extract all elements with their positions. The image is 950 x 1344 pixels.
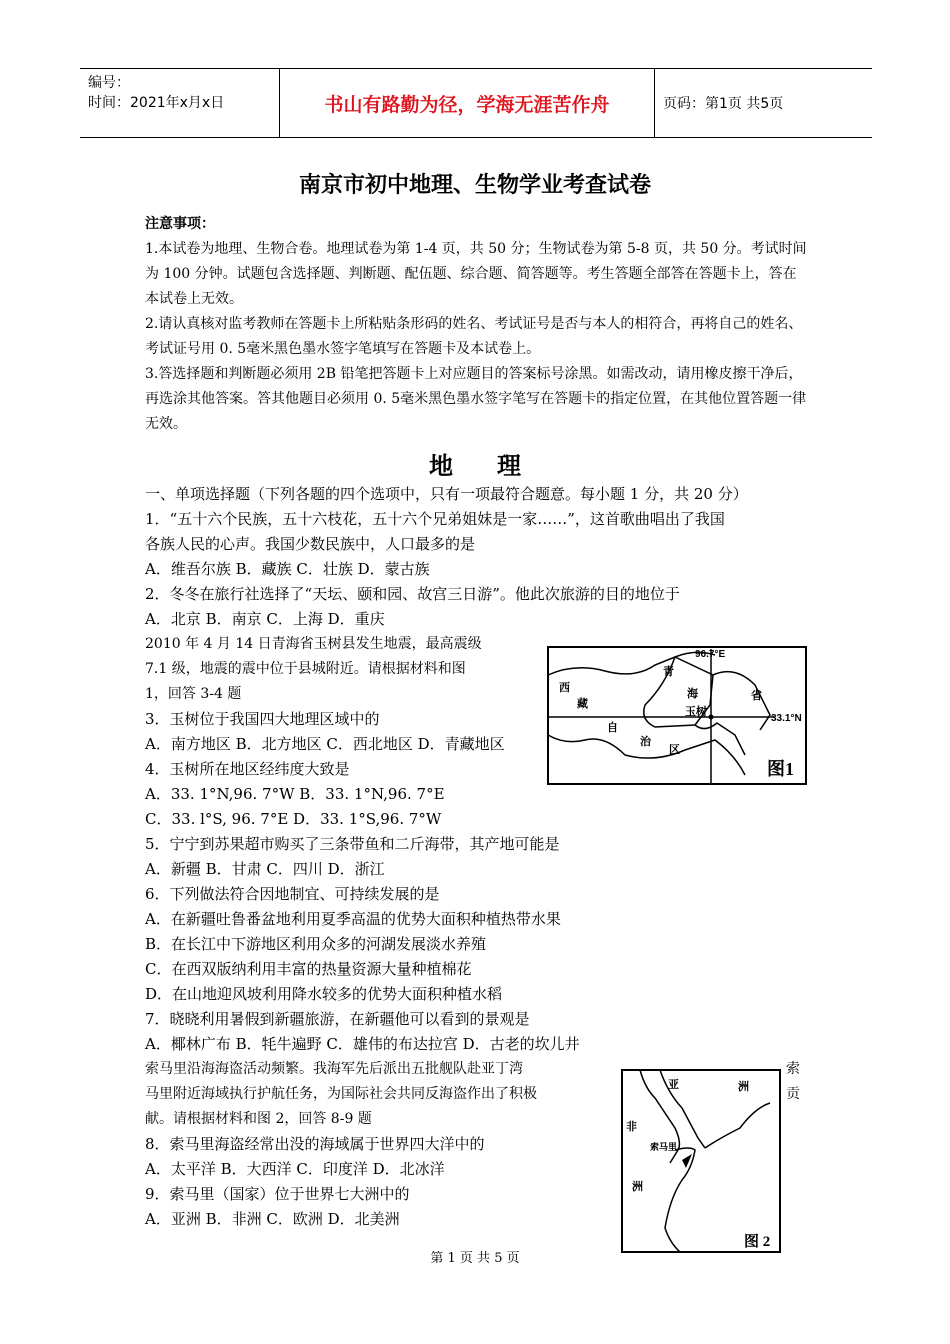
map1-label: 治: [640, 735, 651, 748]
side-char: 贡: [786, 1086, 800, 1102]
question-line: C．在西双版纳利用丰富的热量资源大量种植棉花: [145, 960, 472, 978]
map1-label: 青: [663, 665, 674, 678]
header-meta: [80, 69, 280, 137]
map1-label: 海: [687, 687, 698, 700]
question-line: A．新疆 B．甘肃 C．四川 D．浙江: [145, 860, 385, 878]
map1-yushu-dot: [709, 715, 714, 720]
question-line: 3．玉树位于我国四大地理区域中的: [145, 710, 380, 728]
question-line: A．北京 B．南京 C．上海 D．重庆: [145, 610, 385, 628]
question-line: B．在长江中下游地区利用众多的河湖发展淡水养殖: [145, 935, 487, 953]
map2-label: 洲: [632, 1180, 643, 1193]
exam-title: 南京市初中地理、生物学业考查试卷: [298, 172, 651, 198]
question-line: 1．“五十六个民族，五十六枝花，五十六个兄弟姐妹是一家……”，这首歌曲唱出了我国: [145, 510, 725, 528]
map1-lat-label: 33.1°N: [771, 713, 802, 724]
question-line: 2．冬冬在旅行社选择了“天坛、颐和园、故宫三日游”。他此次旅游的目的地位于: [145, 585, 680, 603]
header-page-info: 页码：第1页 共5页: [663, 96, 784, 112]
map1-lon-label: 96.7°E: [695, 649, 726, 660]
map1-label: 省: [751, 689, 762, 702]
question-line: A．在新疆吐鲁番盆地利用夏季高温的优势大面积种植热带水果: [145, 910, 561, 928]
map2-label: 亚: [668, 1078, 679, 1091]
map2-label: 非: [626, 1120, 637, 1133]
page-footer: 第 1 页 共 5 页: [430, 1251, 520, 1266]
map1-label: 自: [607, 721, 618, 734]
note-item: 2.请认真核对监考教师在答题卡上所粘贴条形码的姓名、考试证号是否与本人的相符合，再将自己的姓名、考试证号用 0. 5毫米黑色墨水签字笔填写在答题卡及本试卷上。: [145, 316, 803, 357]
question-line: 5．宁宁到苏果超市购买了三条带鱼和二斤海带，其产地可能是: [145, 835, 560, 853]
question-line: 6．下列做法符合因地制宜、可持续发展的是: [145, 885, 440, 903]
note-item: 3.答选择题和判断题必须用 2B 铅笔把答题卡上对应题目的答案标号涂黑。如需改动，请用橡皮擦干净后，再选涂其他答案。答其他题目必须用 0. 5毫米黑色墨水签字笔写在答题卡的指定位置，在其他位置答题一律无效。: [145, 366, 807, 432]
map1-label: 区: [669, 743, 680, 756]
question-line: C．33. l°S, 96. 7°E D．33. 1°S,96. 7°W: [145, 810, 442, 828]
section-title: 地理: [429, 451, 565, 480]
question-line: 4．玉树所在地区经纬度大致是: [145, 760, 350, 778]
map1-label: 玉树: [685, 705, 707, 718]
question-line: A．南方地区 B．北方地区 C．西北地区 D．青藏地区: [145, 735, 505, 753]
map2-frame: [622, 1070, 780, 1252]
question-line: A．太平洋 B．大西洋 C．印度洋 D．北冰洋: [145, 1160, 445, 1178]
map1-caption: 图1: [767, 759, 794, 779]
note-item: 1.本试卷为地理、生物合卷。地理试卷为第 1-4 页，共 50 分；生物试卷为第 5-8 页，共 50 分。考试时间为 100 分钟。试题包含选择题、判断题、配伍题、综合题、简答题等。考生答题全部答在答题卡上，答在本试卷上无效。: [145, 241, 807, 307]
page-header: [80, 68, 872, 138]
question-line: 马里附近海域执行护航任务，为国际社会共同反海盗作出了积极: [145, 1086, 537, 1102]
question-line: 8．索马里海盗经常出没的海域属于世界四大洋中的: [145, 1135, 485, 1153]
question-line: 2010 年 4 月 14 日青海省玉树县发生地震，最高震级: [145, 636, 482, 652]
code-label: 编号：: [88, 75, 130, 91]
map2-label: 索马里: [650, 1143, 678, 1153]
map1-label: 西: [559, 681, 570, 694]
question-line: 9．索马里（国家）位于世界七大洲中的: [145, 1185, 410, 1203]
map2-caption: 图 2: [744, 1234, 771, 1250]
map-figure-2: [620, 1068, 782, 1254]
question-line: 索马里沿海海盗活动频繁。我海军先后派出五批舰队赴亚丁湾: [145, 1061, 523, 1077]
notes-heading: 注意事项：: [145, 216, 215, 232]
time-label: 时间：2021年x月x日: [88, 95, 225, 111]
question-line: A．维吾尔族 B．藏族 C．壮族 D．蒙古族: [145, 560, 430, 578]
map1-label: 藏: [577, 697, 588, 710]
question-line: D．在山地迎风坡利用降水较多的优势大面积种植水稻: [145, 985, 503, 1003]
header-motto: 书山有路勤为径，学海无涯苦作舟: [280, 69, 655, 137]
map2-label: 洲: [738, 1080, 749, 1093]
question-line: 各族人民的心声。我国少数民族中，人口最多的是: [145, 535, 476, 553]
question-line: A．椰林广布 B．牦牛遍野 C．雄伟的布达拉宫 D．古老的坎儿井: [145, 1035, 580, 1053]
notes-block: [145, 212, 810, 437]
question-line: 献。请根据材料和图 2，回答 8-9 题: [145, 1111, 372, 1127]
question-line: A．亚洲 B．非洲 C．欧洲 D．北美洲: [145, 1210, 400, 1228]
map-figure-1: [545, 645, 810, 787]
question-line: 一、单项选择题（下列各题的四个选项中，只有一项最符合题意。每小题 1 分，共 20 分）: [145, 485, 748, 503]
question-line: 7.1 级，地震的震中位于县城附近。请根据材料和图: [145, 661, 466, 677]
question-line: 7．晓晓利用暑假到新疆旅游，在新疆他可以看到的景观是: [145, 1010, 530, 1028]
side-char: 索: [786, 1061, 800, 1077]
question-line: A．33. 1°N,96. 7°W B．33. 1°N,96. 7°E: [145, 785, 445, 803]
question-line: 1，回答 3-4 题: [145, 686, 242, 702]
